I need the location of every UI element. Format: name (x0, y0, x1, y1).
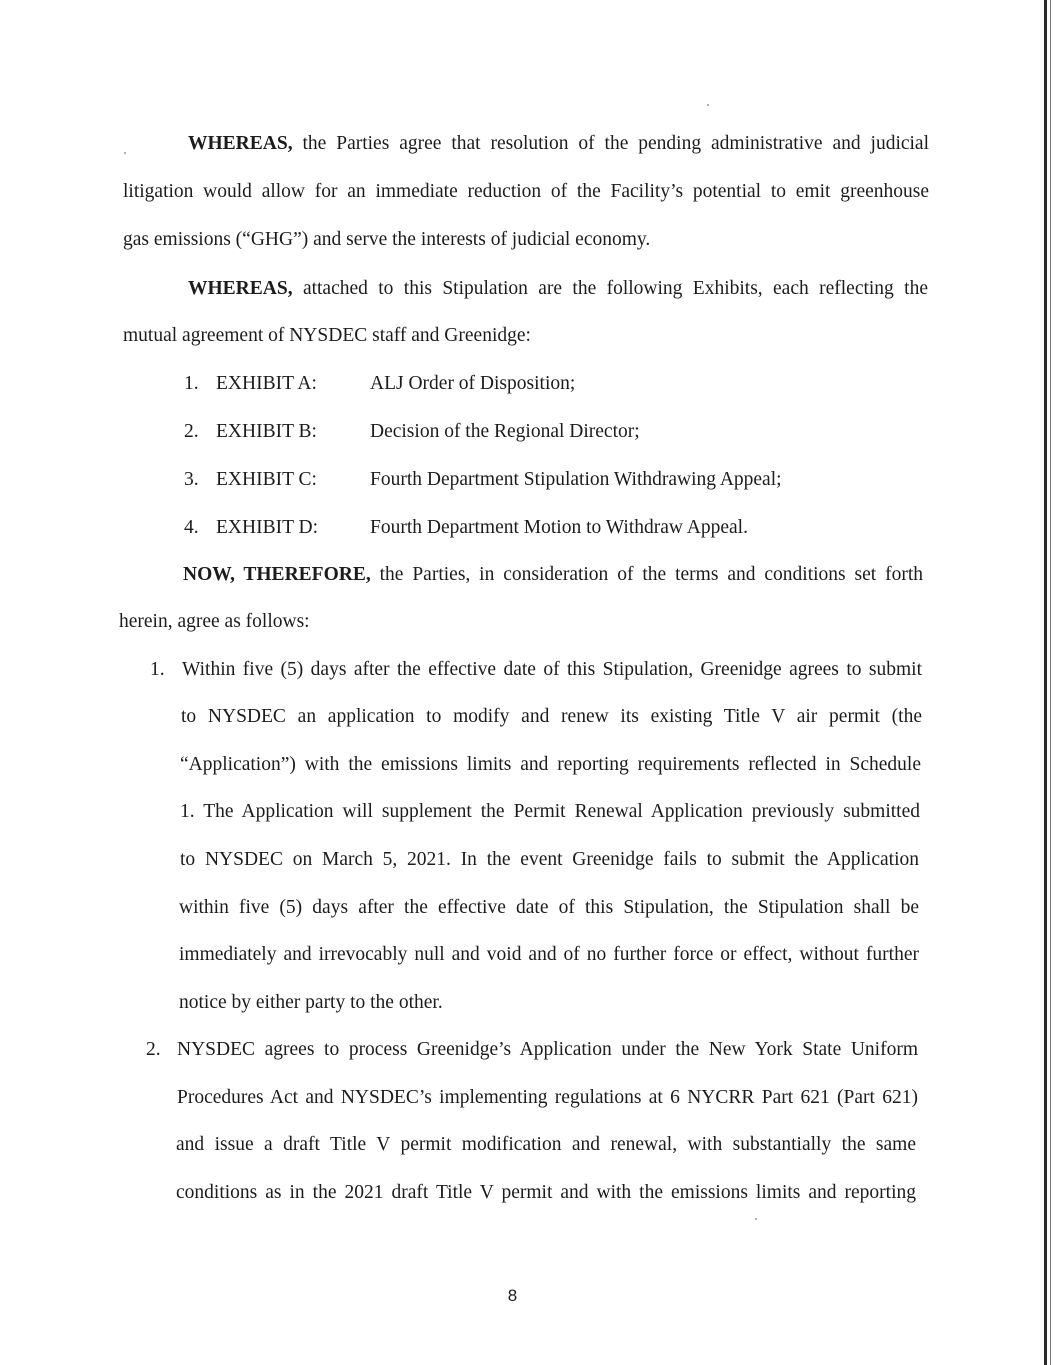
list-item-2-number: 2. (146, 1039, 161, 1060)
exhibit-item (184, 372, 824, 396)
list-item-2-line: Procedures Act and NYSDEC’s implementing regulations at 6 NYCRR Part 621 (Part 621) (177, 1087, 918, 1108)
paragraph-1-line-1 (188, 132, 929, 156)
now-therefore-heading: NOW, THEREFORE, (183, 564, 371, 585)
list-item-1-line: “Application”) with the emissions limits and reporting requirements reflected in Schedule (180, 754, 921, 775)
exhibit-label: EXHIBIT B: (216, 421, 317, 442)
paragraph-3-line-2: herein, agree as follows: (119, 611, 310, 632)
exhibit-item (184, 516, 824, 540)
list-item-1-line: to NYSDEC on March 5, 2021. In the event Greenidge fails to submit the Application (180, 849, 919, 870)
paragraph-2-line-2: mutual agreement of NYSDEC staff and Greenidge: (123, 325, 531, 346)
exhibit-number: 1. (184, 373, 199, 394)
exhibit-description: Decision of the Regional Director; (370, 421, 640, 442)
exhibit-number: 3. (184, 469, 199, 490)
list-item-1-number: 1. (150, 659, 165, 680)
paragraph-1-text: the Parties agree that resolution of the pending administrative and judicial (302, 133, 930, 154)
scan-edge (1044, 0, 1047, 1365)
list-item-1-line: Within five (5) days after the effective date of this Stipulation, Greenidge agrees to submit (182, 659, 922, 680)
scan-speck (707, 104, 709, 106)
exhibit-item (184, 420, 824, 444)
paragraph-2-text: attached to this Stipulation are the following Exhibits, each reflecting the (302, 278, 928, 299)
exhibit-label: EXHIBIT D: (216, 517, 319, 538)
list-item-1-line: 1. The Application will supplement the Permit Renewal Application previously submitted (180, 801, 920, 822)
exhibit-number: 4. (184, 517, 199, 538)
exhibit-description: Fourth Department Motion to Withdraw Appeal. (370, 517, 748, 538)
scan-speck (755, 1218, 757, 1220)
exhibit-label: EXHIBIT A: (216, 373, 317, 394)
list-item-1-line: notice by either party to the other. (179, 992, 443, 1013)
scan-speck (124, 152, 126, 154)
exhibit-number: 2. (184, 421, 199, 442)
list-item-1-line: immediately and irrevocably null and void and of no further force or effect, without further (179, 944, 919, 965)
list-item-2-line: NYSDEC agrees to process Greenidge’s Application under the New York State Uniform (177, 1039, 918, 1060)
paragraph-3-line-1 (183, 563, 923, 587)
paragraph-1-line-3: gas emissions (“GHG”) and serve the interests of judicial economy. (123, 229, 651, 250)
whereas-heading: WHEREAS, (188, 133, 293, 154)
exhibit-description: Fourth Department Stipulation Withdrawing Appeal; (370, 469, 782, 490)
list-item-2-line: conditions as in the 2021 draft Title V permit and with the emissions limits and reporting (176, 1182, 916, 1203)
list-item-2-line: and issue a draft Title V permit modification and renewal, with substantially the same (176, 1134, 916, 1155)
paragraph-3-text: the Parties, in consideration of the terms and conditions set forth (379, 564, 923, 585)
list-item-1-line: to NYSDEC an application to modify and renew its existing Title V air permit (the (181, 706, 922, 727)
scan-edge-shadow (1050, 0, 1051, 1365)
exhibit-label: EXHIBIT C: (216, 469, 317, 490)
whereas-heading: WHEREAS, (188, 278, 293, 299)
page-number: 8 (507, 1286, 518, 1305)
paragraph-1-line-2: litigation would allow for an immediate reduction of the Facility’s potential to emit greenhouse (123, 181, 929, 202)
paragraph-2-line-1 (188, 277, 928, 301)
exhibit-item (184, 468, 824, 492)
exhibit-description: ALJ Order of Disposition; (370, 373, 576, 394)
list-item-1-line: within five (5) days after the effective date of this Stipulation, the Stipulation shall be (179, 897, 919, 918)
